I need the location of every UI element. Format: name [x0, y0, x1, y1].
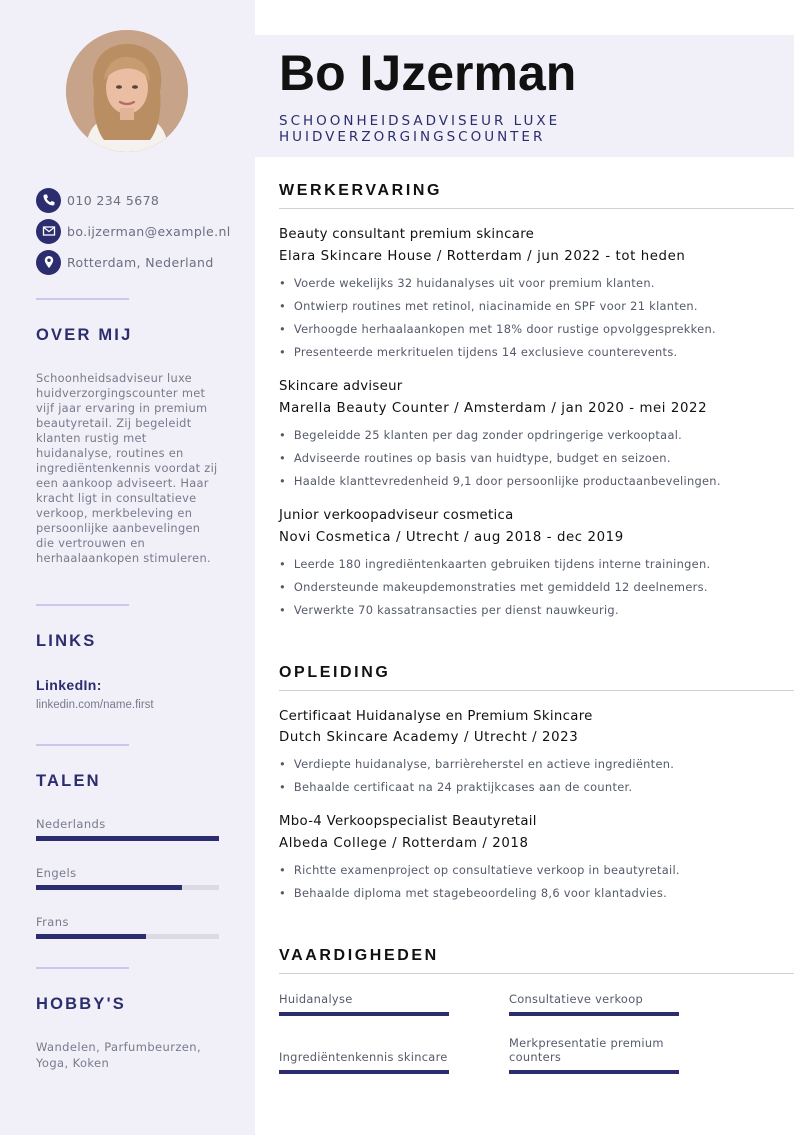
language-name: Nederlands — [36, 817, 106, 831]
divider — [36, 744, 129, 746]
job-bullet: • Begeleidde 25 klanten per dag zonder opdringerige verkooptaal. — [279, 428, 683, 442]
language-level-fill — [36, 836, 219, 841]
hobbies-text: Wandelen, Parfumbeurzen, Yoga, Koken — [36, 1040, 201, 1070]
job-employer: Elara Skincare House / Rotterdam / jun 2022 - tot heden — [279, 249, 686, 264]
about-text: Schoonheidsadviseur luxe huidverzorgingscounter met vijf jaar ervaring in premium beautyretail. Zij begeleidt klanten rustig met huidanalyse, routines en ingrediëntenkennis voordat zij een aankoop adviseert. Haar kracht ligt in consultatieve verkoop, merkbeleving en persoonlijke aanbevelingen die vertrouwen en herhaalaankopen stimuleren. — [36, 371, 218, 565]
education-bullet: • Richtte examenproject op consultatieve verkoop in beautyretail. — [279, 863, 680, 877]
phone-number: 010 234 5678 — [67, 192, 160, 208]
job-role: Junior verkoopadviseur cosmetica — [279, 508, 514, 523]
bullet-text: Verwerkte 70 kassatransacties per dienst nauwkeurig. — [293, 603, 619, 617]
hobbies-heading: HOBBY'S — [36, 995, 126, 1013]
language-level-fill — [36, 934, 146, 939]
language-name: Engels — [36, 866, 77, 880]
bullet-text: Ontwierp routines met retinol, niacinamide en SPF voor 21 klanten. — [293, 299, 698, 313]
skill-level-bar — [509, 1012, 679, 1016]
about-heading: OVER MIJ — [36, 326, 133, 344]
language-level-bar — [36, 934, 219, 939]
bullet-text: Verdiepte huidanalyse, barrièreherstel en actieve ingrediënten. — [293, 757, 675, 771]
job-bullet: • Verwerkte 70 kassatransacties per dienst nauwkeurig. — [279, 603, 619, 617]
skill-level-fill — [279, 1012, 449, 1016]
location-text: Rotterdam, Nederland — [67, 254, 214, 270]
avatar — [66, 30, 188, 152]
job-bullet: • Adviseerde routines op basis van huidtype, budget en seizoen. — [279, 451, 671, 465]
bullet-text: Verhoogde herhaalaankopen met 18% door rustige opvolggesprekken. — [293, 322, 716, 336]
bullet-text: Adviseerde routines op basis van huidtype, budget en seizoen. — [293, 451, 671, 465]
divider — [36, 298, 129, 300]
job-bullet: • Ondersteunde makeupdemonstraties met gemiddeld 12 deelnemers. — [279, 580, 708, 594]
education-institution: Dutch Skincare Academy / Utrecht / 2023 — [279, 730, 579, 745]
education-bullet: • Verdiepte huidanalyse, barrièreherstel en actieve ingrediënten. — [279, 757, 675, 771]
skill-level-bar — [279, 1012, 449, 1016]
main-content — [255, 0, 794, 1135]
job-employer: Marella Beauty Counter / Amsterdam / jan 2020 - mei 2022 — [279, 401, 708, 416]
job-role: Skincare adviseur — [279, 379, 403, 394]
full-name: Bo IJzerman — [279, 45, 577, 101]
education-heading: OPLEIDING — [279, 664, 391, 681]
skills-heading: VAARDIGHEDEN — [279, 947, 439, 964]
phone-icon — [36, 188, 61, 213]
email-address: bo.ijzerman@example.nl — [67, 223, 231, 239]
bullet-text: Begeleidde 25 klanten per dag zonder opdringerige verkooptaal. — [293, 428, 683, 442]
education-bullet: • Behaalde certificaat na 24 praktijkcases aan de counter. — [279, 780, 633, 794]
job-bullet: • Presenteerde merkrituelen tijdens 14 exclusieve counterevents. — [279, 345, 678, 359]
section-divider — [279, 690, 794, 691]
experience-heading: WERKERVARING — [279, 182, 443, 199]
bullet-text: Behaalde diploma met stagebeoordeling 8,6 voor klantadvies. — [293, 886, 667, 900]
sidebar — [0, 0, 255, 1135]
bullet-text: Voerde wekelijks 32 huidanalyses uit voor premium klanten. — [293, 276, 655, 290]
location-pin-icon — [36, 250, 61, 275]
job-title: SCHOONHEIDSADVISEUR LUXE HUIDVERZORGINGSCOUNTER — [279, 113, 561, 145]
skill-name: Merkpresentatie premium counters — [509, 1036, 664, 1064]
skill-level-fill — [509, 1070, 679, 1074]
contact-email[interactable] — [36, 218, 231, 244]
mail-icon — [36, 219, 61, 244]
bullet-text: Ondersteunde makeupdemonstraties met gemiddeld 12 deelnemers. — [293, 580, 708, 594]
section-divider — [279, 973, 794, 974]
skill-name: Ingrediëntenkennis skincare — [279, 1050, 448, 1064]
skill-name: Huidanalyse — [279, 992, 353, 1006]
job-employer: Novi Cosmetica / Utrecht / aug 2018 - dec 2019 — [279, 530, 624, 545]
skill-level-bar — [509, 1070, 679, 1074]
bullet-text: Richtte examenproject op consultatieve verkoop in beautyretail. — [293, 863, 680, 877]
education-bullet: • Behaalde diploma met stagebeoordeling 8,6 voor klantadvies. — [279, 886, 667, 900]
skill-name: Consultatieve verkoop — [509, 992, 644, 1006]
contact-location — [36, 249, 214, 275]
language-level-bar — [36, 836, 219, 841]
bullet-text: Leerde 180 ingrediëntenkaarten gebruiken tijdens interne trainingen. — [293, 557, 711, 571]
language-level-bar — [36, 885, 219, 890]
skill-level-fill — [509, 1012, 679, 1016]
skill-level-bar — [279, 1070, 449, 1074]
profile-photo — [66, 30, 188, 152]
linkedin-link[interactable]: linkedin.com/name.first — [36, 699, 154, 711]
divider — [36, 604, 129, 606]
bullet-text: Presenteerde merkrituelen tijdens 14 exclusieve counterevents. — [293, 345, 678, 359]
bullet-text: Behaalde certificaat na 24 praktijkcases aan de counter. — [293, 780, 633, 794]
linkedin-label: LinkedIn: — [36, 677, 102, 693]
job-bullet: • Voerde wekelijks 32 huidanalyses uit voor premium klanten. — [279, 276, 655, 290]
job-role: Beauty consultant premium skincare — [279, 227, 535, 242]
skill-level-fill — [279, 1070, 449, 1074]
bullet-text: Haalde klanttevredenheid 9,1 door persoonlijke productaanbevelingen. — [293, 474, 721, 488]
job-bullet: • Leerde 180 ingrediëntenkaarten gebruiken tijdens interne trainingen. — [279, 557, 711, 571]
language-name: Frans — [36, 915, 69, 929]
section-divider — [279, 208, 794, 209]
contact-phone[interactable] — [36, 187, 159, 213]
links-heading: LINKS — [36, 632, 97, 650]
education-institution: Albeda College / Rotterdam / 2018 — [279, 836, 529, 851]
job-bullet: • Verhoogde herhaalaankopen met 18% door rustige opvolggesprekken. — [279, 322, 716, 336]
education-title: Certificaat Huidanalyse en Premium Skincare — [279, 709, 593, 724]
job-bullet: • Haalde klanttevredenheid 9,1 door persoonlijke productaanbevelingen. — [279, 474, 721, 488]
education-title: Mbo-4 Verkoopspecialist Beautyretail — [279, 814, 537, 829]
job-bullet: • Ontwierp routines met retinol, niacinamide en SPF voor 21 klanten. — [279, 299, 698, 313]
language-level-fill — [36, 885, 182, 890]
languages-heading: TALEN — [36, 772, 101, 790]
divider — [36, 967, 129, 969]
